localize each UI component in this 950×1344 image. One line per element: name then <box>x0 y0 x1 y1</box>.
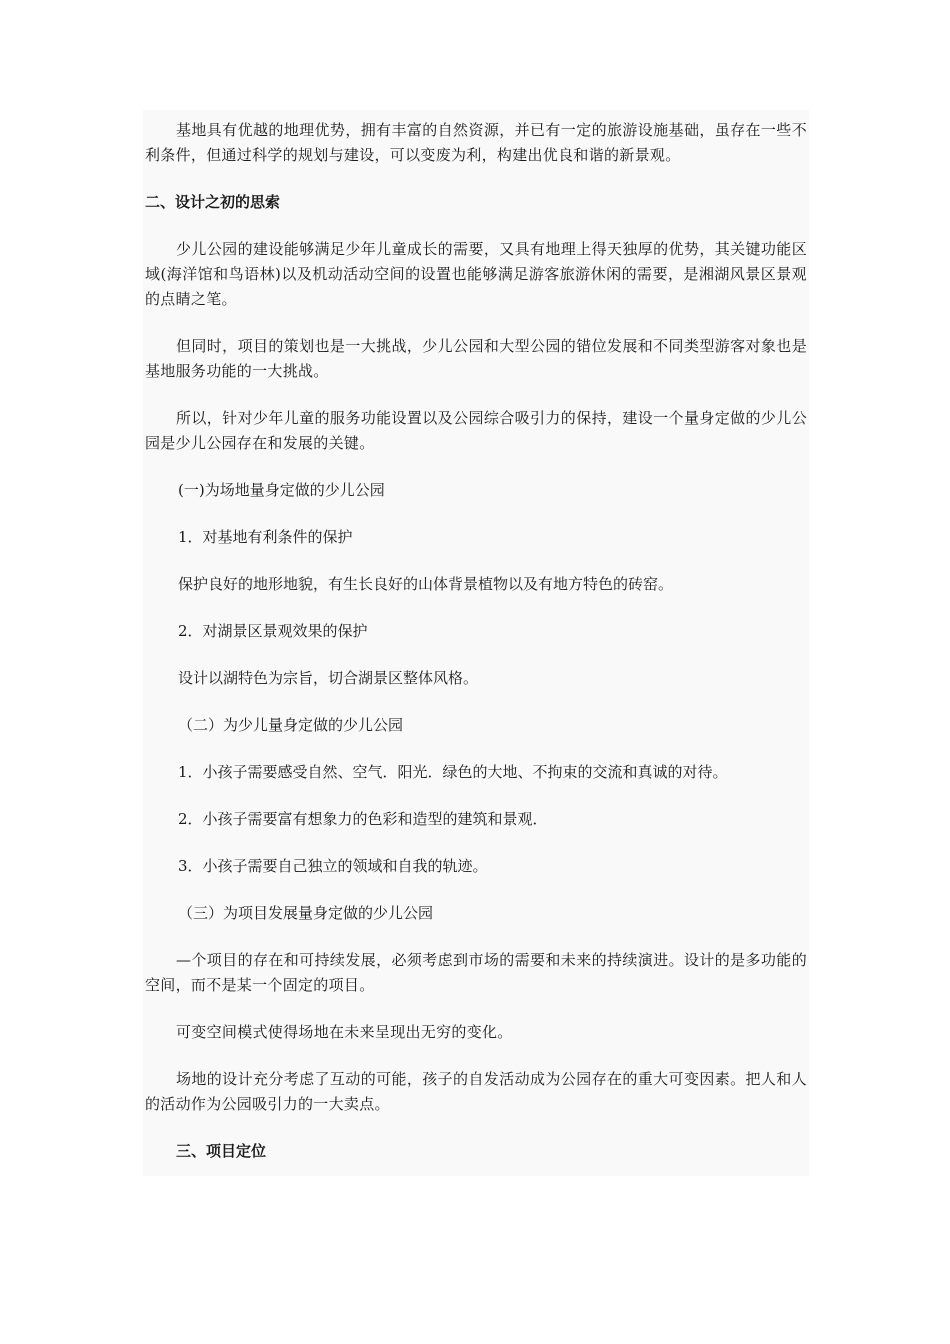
paragraph-sustainability: —个项目的存在和可持续发展，必须考虑到市场的需要和未来的持续演进。设计的是多功能的空间，而不是某一个固定的项目。 <box>145 951 807 994</box>
item-children-need-imagination: 2．小孩子需要富有想象力的色彩和造型的建筑和景观． <box>178 810 548 828</box>
section-heading-design-thoughts: 二、设计之初的思索 <box>145 193 281 211</box>
paragraph-interaction: 场地的设计充分考虑了互动的可能，孩子的自发活动成为公园存在的重大可变因素。把人和人的活动作为公园吸引力的一大卖点。 <box>145 1070 807 1113</box>
document-body <box>145 118 807 1164</box>
subheading-project-development: （三）为项目发展量身定做的少儿公园 <box>178 904 434 922</box>
subheading-site-tailored: (一)为场地量身定做的少儿公园 <box>178 481 385 499</box>
item-protect-site-conditions-text: 保护良好的地形地貌，有生长良好的山体背景植物以及有地方特色的砖窑。 <box>178 575 674 593</box>
paragraph-key-to-success: 所以，针对少年儿童的服务功能设置以及公园综合吸引力的保持，建设一个量身定做的少儿公园是少儿公园存在和发展的关键。 <box>145 409 807 452</box>
section-heading-positioning: 三、项目定位 <box>176 1142 267 1160</box>
paragraph-site-advantages: 基地具有优越的地理优势，拥有丰富的自然资源，并已有一定的旅游设施基础，虽存在一些不利条件，但通过科学的规划与建设，可以变废为利，构建出优良和谐的新景观。 <box>145 121 807 164</box>
paragraph-challenge: 但同时，项目的策划也是一大挑战，少儿公园和大型公园的错位发展和不同类型游客对象也是基地服务功能的一大挑战。 <box>145 337 807 380</box>
item-protect-lake-landscape-text: 设计以湖特色为宗旨，切合湖景区整体风格。 <box>178 669 479 687</box>
paragraph-park-value: 少儿公园的建设能够满足少年儿童成长的需要，又具有地理上得天独厚的优势，其关键功能区域(海洋馆和鸟语林)以及机动活动空间的设置也能够满足游客旅游休闲的需要，是湘湖风景区景观的点睛之笔。 <box>145 240 807 308</box>
paragraph-variable-space: 可变空间模式使得场地在未来呈现出无穷的变化。 <box>176 1023 513 1041</box>
item-children-need-nature: 1．小孩子需要感受自然、空气．阳光．绿色的大地、不拘束的交流和真诚的对待。 <box>178 763 728 781</box>
subheading-children-tailored: （二）为少儿量身定做的少儿公园 <box>178 716 404 734</box>
item-protect-site-conditions: 1．对基地有利条件的保护 <box>178 528 353 546</box>
item-children-need-own-space: 3．小孩子需要自己独立的领域和自我的轨迹。 <box>178 857 488 875</box>
item-protect-lake-landscape: 2．对湖景区景观效果的保护 <box>178 622 368 640</box>
